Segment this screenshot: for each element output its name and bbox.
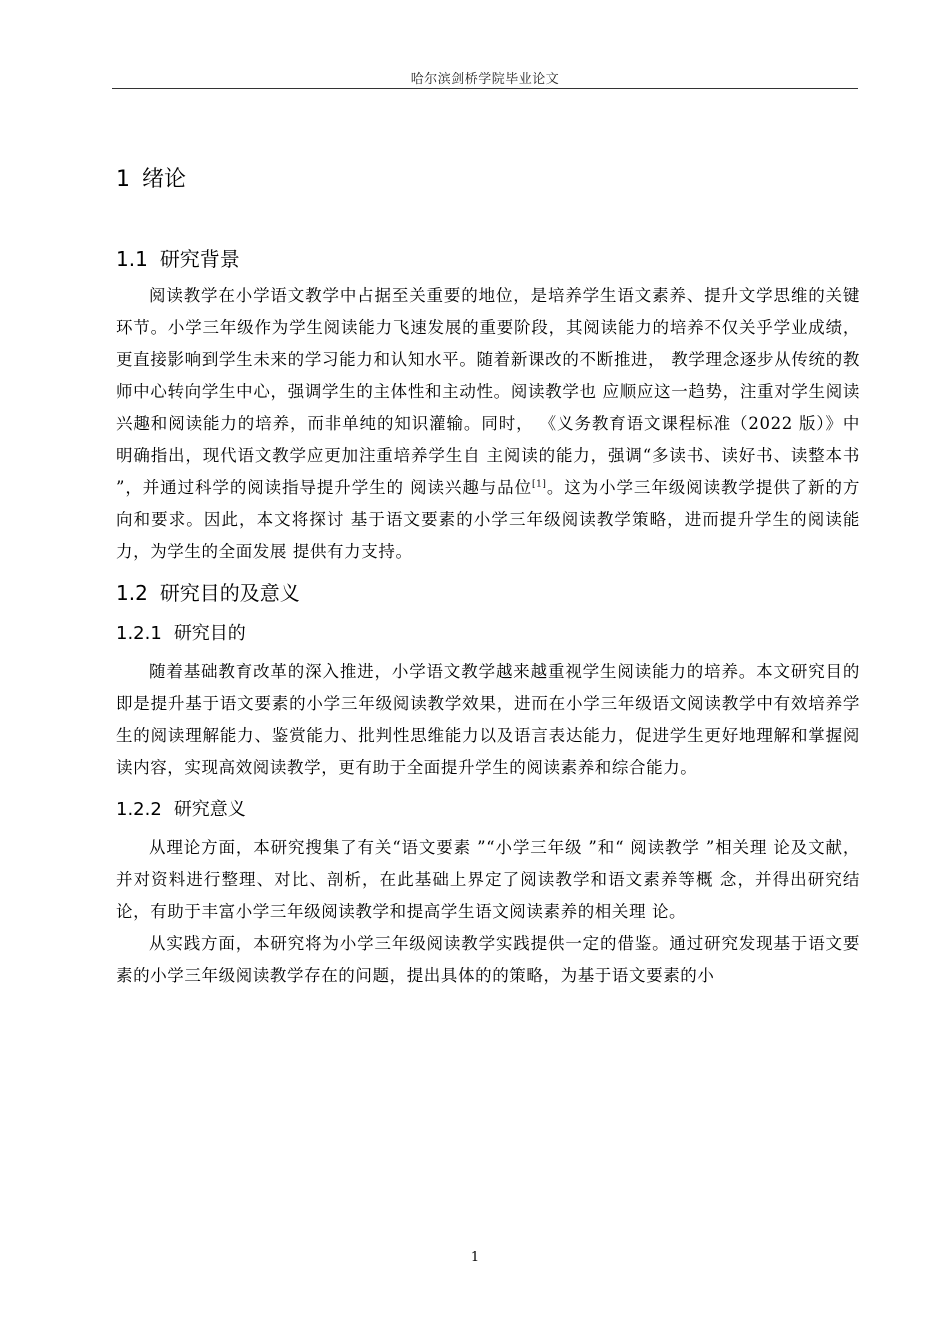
paragraph-practice: 从实践方面，本研究将为小学三年级阅读教学实践提供一定的借鉴。通过研究发现基于语文要素的小学三年级阅读教学存在的问题，提出具体的的策略，为基于语文要素的小 — [116, 934, 860, 985]
paragraph-theory: 从理论方面，本研究搜集了有关“语文要素 ”“小学三年级 ”和“ 阅读教学 ”相关理 论及文献，并对资料进行整理、对比、剖析，在此基础上界定了阅读教学和语文素养等概 念，并得出研究结论，有助于丰富小学三年级阅读教学和提高学生语文阅读素养的相关理 论。 — [116, 838, 860, 921]
subsection-title: 研究意义 — [173, 799, 246, 820]
section-number: 1.1 — [116, 247, 148, 271]
section-number: 1.2 — [116, 581, 148, 605]
page-content — [116, 150, 860, 992]
subsection-title: 研究目的 — [173, 623, 246, 644]
chapter-heading — [116, 164, 860, 204]
subsection-heading-1-2-1 — [116, 620, 860, 648]
page-header: 哈尔滨剑桥学院毕业论文 — [410, 72, 560, 87]
chapter-title: 绪论 — [142, 167, 187, 192]
subsection-number: 1.2.2 — [116, 799, 162, 820]
section-title: 研究背景 — [159, 247, 240, 271]
section-heading-1-2 — [116, 578, 860, 608]
citation-marker: [1] — [532, 479, 547, 490]
paragraph-text: 。这为小学三年级阅读教学提供了新的方向和要求。因此，本文将探讨 基于语文要素的小学三年级阅读教学策略，进而提升学生的阅读能力，为学生的全面发展 提供有力支持。 — [116, 478, 860, 561]
subsection-number: 1.2.1 — [116, 623, 162, 644]
section-title: 研究目的及意义 — [159, 581, 300, 605]
page-number: 1 — [470, 1250, 480, 1265]
header-divider — [112, 88, 858, 89]
paragraph-purpose: 随着基础教育改革的深入推进，小学语文教学越来越重视学生阅读能力的培养。本文研究目的即是提升基于语文要素的小学三年级阅读教学效果，进而在小学三年级语文阅读教学中有效培养学生的阅读理解能力、鉴赏能力、批判性思维能力以及语言表达能力，促进学生更好地理解和掌握阅读内容，实现高效阅读教学，更有助于全面提升学生的阅读素养和综合能力。 — [116, 662, 860, 777]
paragraph-text: 阅读教学在小学语文教学中占据至关重要的地位，是培养学生语文素养、提升文学思维的关键环节。小学三年级作为学生阅读能力飞速发展的重要阶段，其阅读能力的培养不仅关乎学业成绩，更直接影响到学生未来的学习能力和认知水平。随着新课改的不断推进， 教学理念逐步从传统的教师中心转向学生中心，强调学生的主体性和主动性。阅读教学也 应顺应这一趋势，注重对学生阅读兴趣和阅读能力的培养，而非单纯的知识灌输。同时， 《义务教育语文课程标准（2022 版）》中明确指出，现代语文教学应更加注重培养学生自 主阅读的能力，强调“多读书、读好书、读整本书 ”，并通过科学的阅读指导提升学生的 阅读兴趣与品位 — [116, 286, 860, 497]
section-heading-1-1 — [116, 244, 860, 274]
subsection-heading-1-2-2 — [116, 796, 860, 824]
paragraph-background — [116, 280, 860, 568]
chapter-number: 1 — [116, 167, 130, 192]
